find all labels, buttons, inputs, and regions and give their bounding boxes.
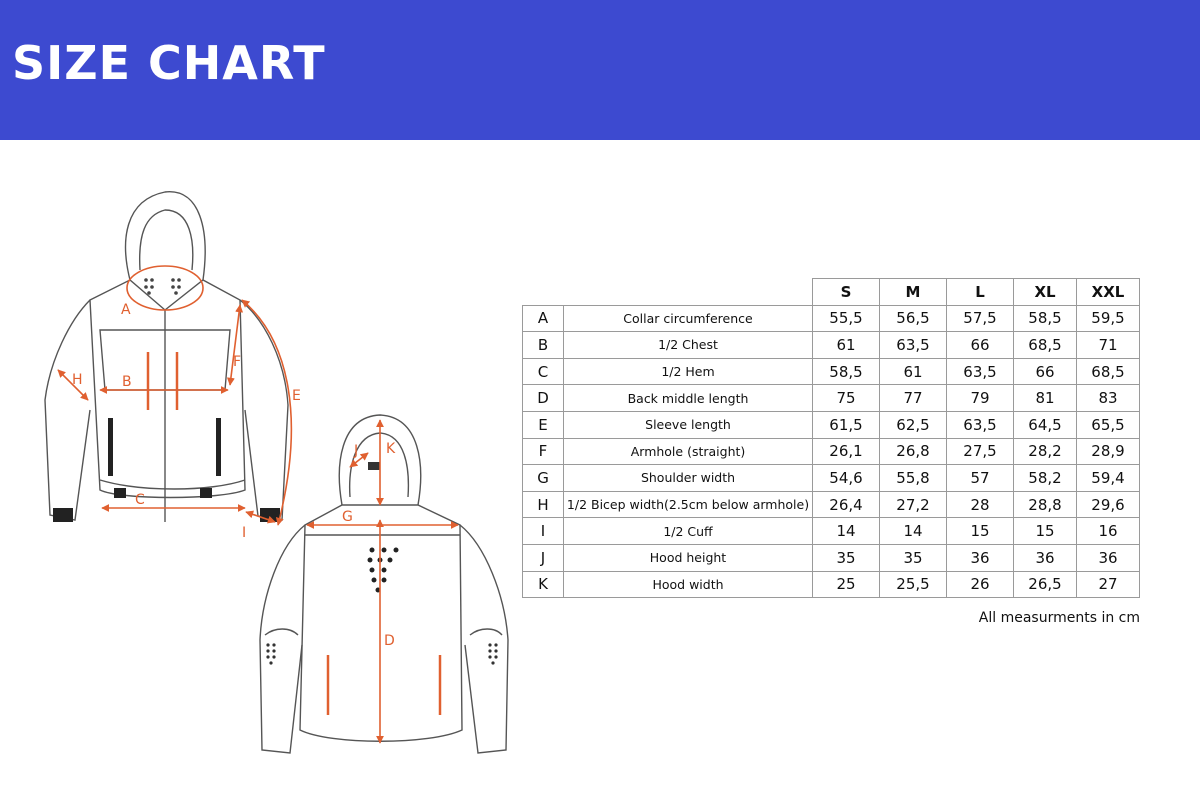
measurement-value: 57,5	[947, 305, 1014, 332]
collar-vents	[144, 278, 181, 295]
page-title: SIZE CHART	[12, 36, 326, 90]
measurement-code: F	[523, 438, 564, 465]
measurement-name: 1/2 Hem	[564, 358, 813, 385]
measurement-code: D	[523, 385, 564, 412]
measurement-value: 68,5	[1014, 332, 1077, 359]
table-corner	[523, 279, 813, 306]
measurement-name: Collar circumference	[564, 305, 813, 332]
measurement-value: 26,1	[813, 438, 880, 465]
measurement-value: 63,5	[880, 332, 947, 359]
measurement-name: Back middle length	[564, 385, 813, 412]
measurement-value: 66	[947, 332, 1014, 359]
measurement-value: 26	[947, 571, 1014, 598]
measurement-name: Shoulder width	[564, 465, 813, 492]
measurement-value: 26,5	[1014, 571, 1077, 598]
diagram-label-d: D	[384, 633, 395, 649]
table-row	[523, 518, 1140, 545]
measurement-value: 26,8	[880, 438, 947, 465]
measurement-value: 14	[880, 518, 947, 545]
measurement-code: J	[523, 544, 564, 571]
header-banner	[0, 0, 1200, 140]
back-jacket-diagram	[250, 405, 520, 765]
measurement-name: Armhole (straight)	[564, 438, 813, 465]
measurement-value: 36	[1014, 544, 1077, 571]
measurement-value: 56,5	[880, 305, 947, 332]
measurement-value: 75	[813, 385, 880, 412]
diagram-label-b: B	[122, 374, 132, 390]
table-row	[523, 571, 1140, 598]
back-vents	[368, 548, 399, 593]
size-header-xxl: XXL	[1077, 279, 1140, 306]
size-header-s: S	[813, 279, 880, 306]
size-table	[522, 278, 1140, 598]
table-body	[523, 305, 1140, 598]
measurement-value: 59,5	[1077, 305, 1140, 332]
measurement-value: 14	[813, 518, 880, 545]
measurement-value: 62,5	[880, 411, 947, 438]
measurement-value: 27,2	[880, 491, 947, 518]
measurement-code: B	[523, 332, 564, 359]
diagram-label-e: E	[292, 388, 301, 404]
measurement-name: Hood height	[564, 544, 813, 571]
measurement-code: C	[523, 358, 564, 385]
table-row	[523, 465, 1140, 492]
diagram-label-a: A	[121, 302, 131, 318]
table-row	[523, 411, 1140, 438]
size-header-xl: XL	[1014, 279, 1077, 306]
size-header-m: M	[880, 279, 947, 306]
measurement-name: Sleeve length	[564, 411, 813, 438]
measurement-value: 66	[1014, 358, 1077, 385]
measurement-value: 83	[1077, 385, 1140, 412]
measurement-value: 54,6	[813, 465, 880, 492]
measurement-value: 58,2	[1014, 465, 1077, 492]
measurement-value: 35	[880, 544, 947, 571]
measurement-value: 27,5	[947, 438, 1014, 465]
measurement-value: 16	[1077, 518, 1140, 545]
measurement-value: 35	[813, 544, 880, 571]
measurement-value: 63,5	[947, 411, 1014, 438]
measurement-code: K	[523, 571, 564, 598]
measurement-value: 26,4	[813, 491, 880, 518]
measurement-name: 1/2 Bicep width(2.5cm below armhole)	[564, 491, 813, 518]
table-row	[523, 332, 1140, 359]
measurement-value: 25	[813, 571, 880, 598]
table-row	[523, 358, 1140, 385]
measurement-value: 63,5	[947, 358, 1014, 385]
measurement-code: E	[523, 411, 564, 438]
measurement-value: 29,6	[1077, 491, 1140, 518]
diagram-label-f: F	[233, 354, 242, 370]
measurement-value: 59,4	[1077, 465, 1140, 492]
table-row	[523, 544, 1140, 571]
measurement-value: 61	[880, 358, 947, 385]
measurement-value: 61	[813, 332, 880, 359]
size-header-l: L	[947, 279, 1014, 306]
diagram-label-g: G	[342, 509, 353, 525]
measurement-code: I	[523, 518, 564, 545]
measurement-code: A	[523, 305, 564, 332]
measurement-value: 64,5	[1014, 411, 1077, 438]
measurement-value: 28,8	[1014, 491, 1077, 518]
measurement-code: H	[523, 491, 564, 518]
measurement-value: 58,5	[813, 358, 880, 385]
measurement-value: 27	[1077, 571, 1140, 598]
table-row	[523, 305, 1140, 332]
measurement-value: 68,5	[1077, 358, 1140, 385]
measurement-value: 71	[1077, 332, 1140, 359]
diagram-label-j: J	[354, 443, 359, 459]
table-row	[523, 438, 1140, 465]
measurement-value: 55,5	[813, 305, 880, 332]
measurement-name: Hood width	[564, 571, 813, 598]
diagram-label-c: C	[135, 492, 145, 508]
measurement-value: 36	[947, 544, 1014, 571]
measurement-value: 55,8	[880, 465, 947, 492]
measurement-value: 77	[880, 385, 947, 412]
measurement-value: 81	[1014, 385, 1077, 412]
size-header-row	[523, 279, 1140, 306]
measurement-value: 28,9	[1077, 438, 1140, 465]
table-row	[523, 491, 1140, 518]
units-note: All measurments in cm	[978, 610, 1140, 626]
measurement-value: 57	[947, 465, 1014, 492]
measurement-value: 61,5	[813, 411, 880, 438]
measurement-value: 25,5	[880, 571, 947, 598]
measurement-value: 58,5	[1014, 305, 1077, 332]
measurement-value: 28,2	[1014, 438, 1077, 465]
measurement-value: 28	[947, 491, 1014, 518]
table-row	[523, 385, 1140, 412]
diagram-label-k: K	[386, 441, 396, 457]
measurement-name: 1/2 Chest	[564, 332, 813, 359]
diagram-label-h: H	[72, 372, 83, 388]
measurement-code: G	[523, 465, 564, 492]
measurement-value: 15	[1014, 518, 1077, 545]
measurement-value: 79	[947, 385, 1014, 412]
measurement-value: 36	[1077, 544, 1140, 571]
measurement-value: 15	[947, 518, 1014, 545]
measurement-value: 65,5	[1077, 411, 1140, 438]
diagram-label-i: I	[242, 525, 247, 541]
measurement-name: 1/2 Cuff	[564, 518, 813, 545]
